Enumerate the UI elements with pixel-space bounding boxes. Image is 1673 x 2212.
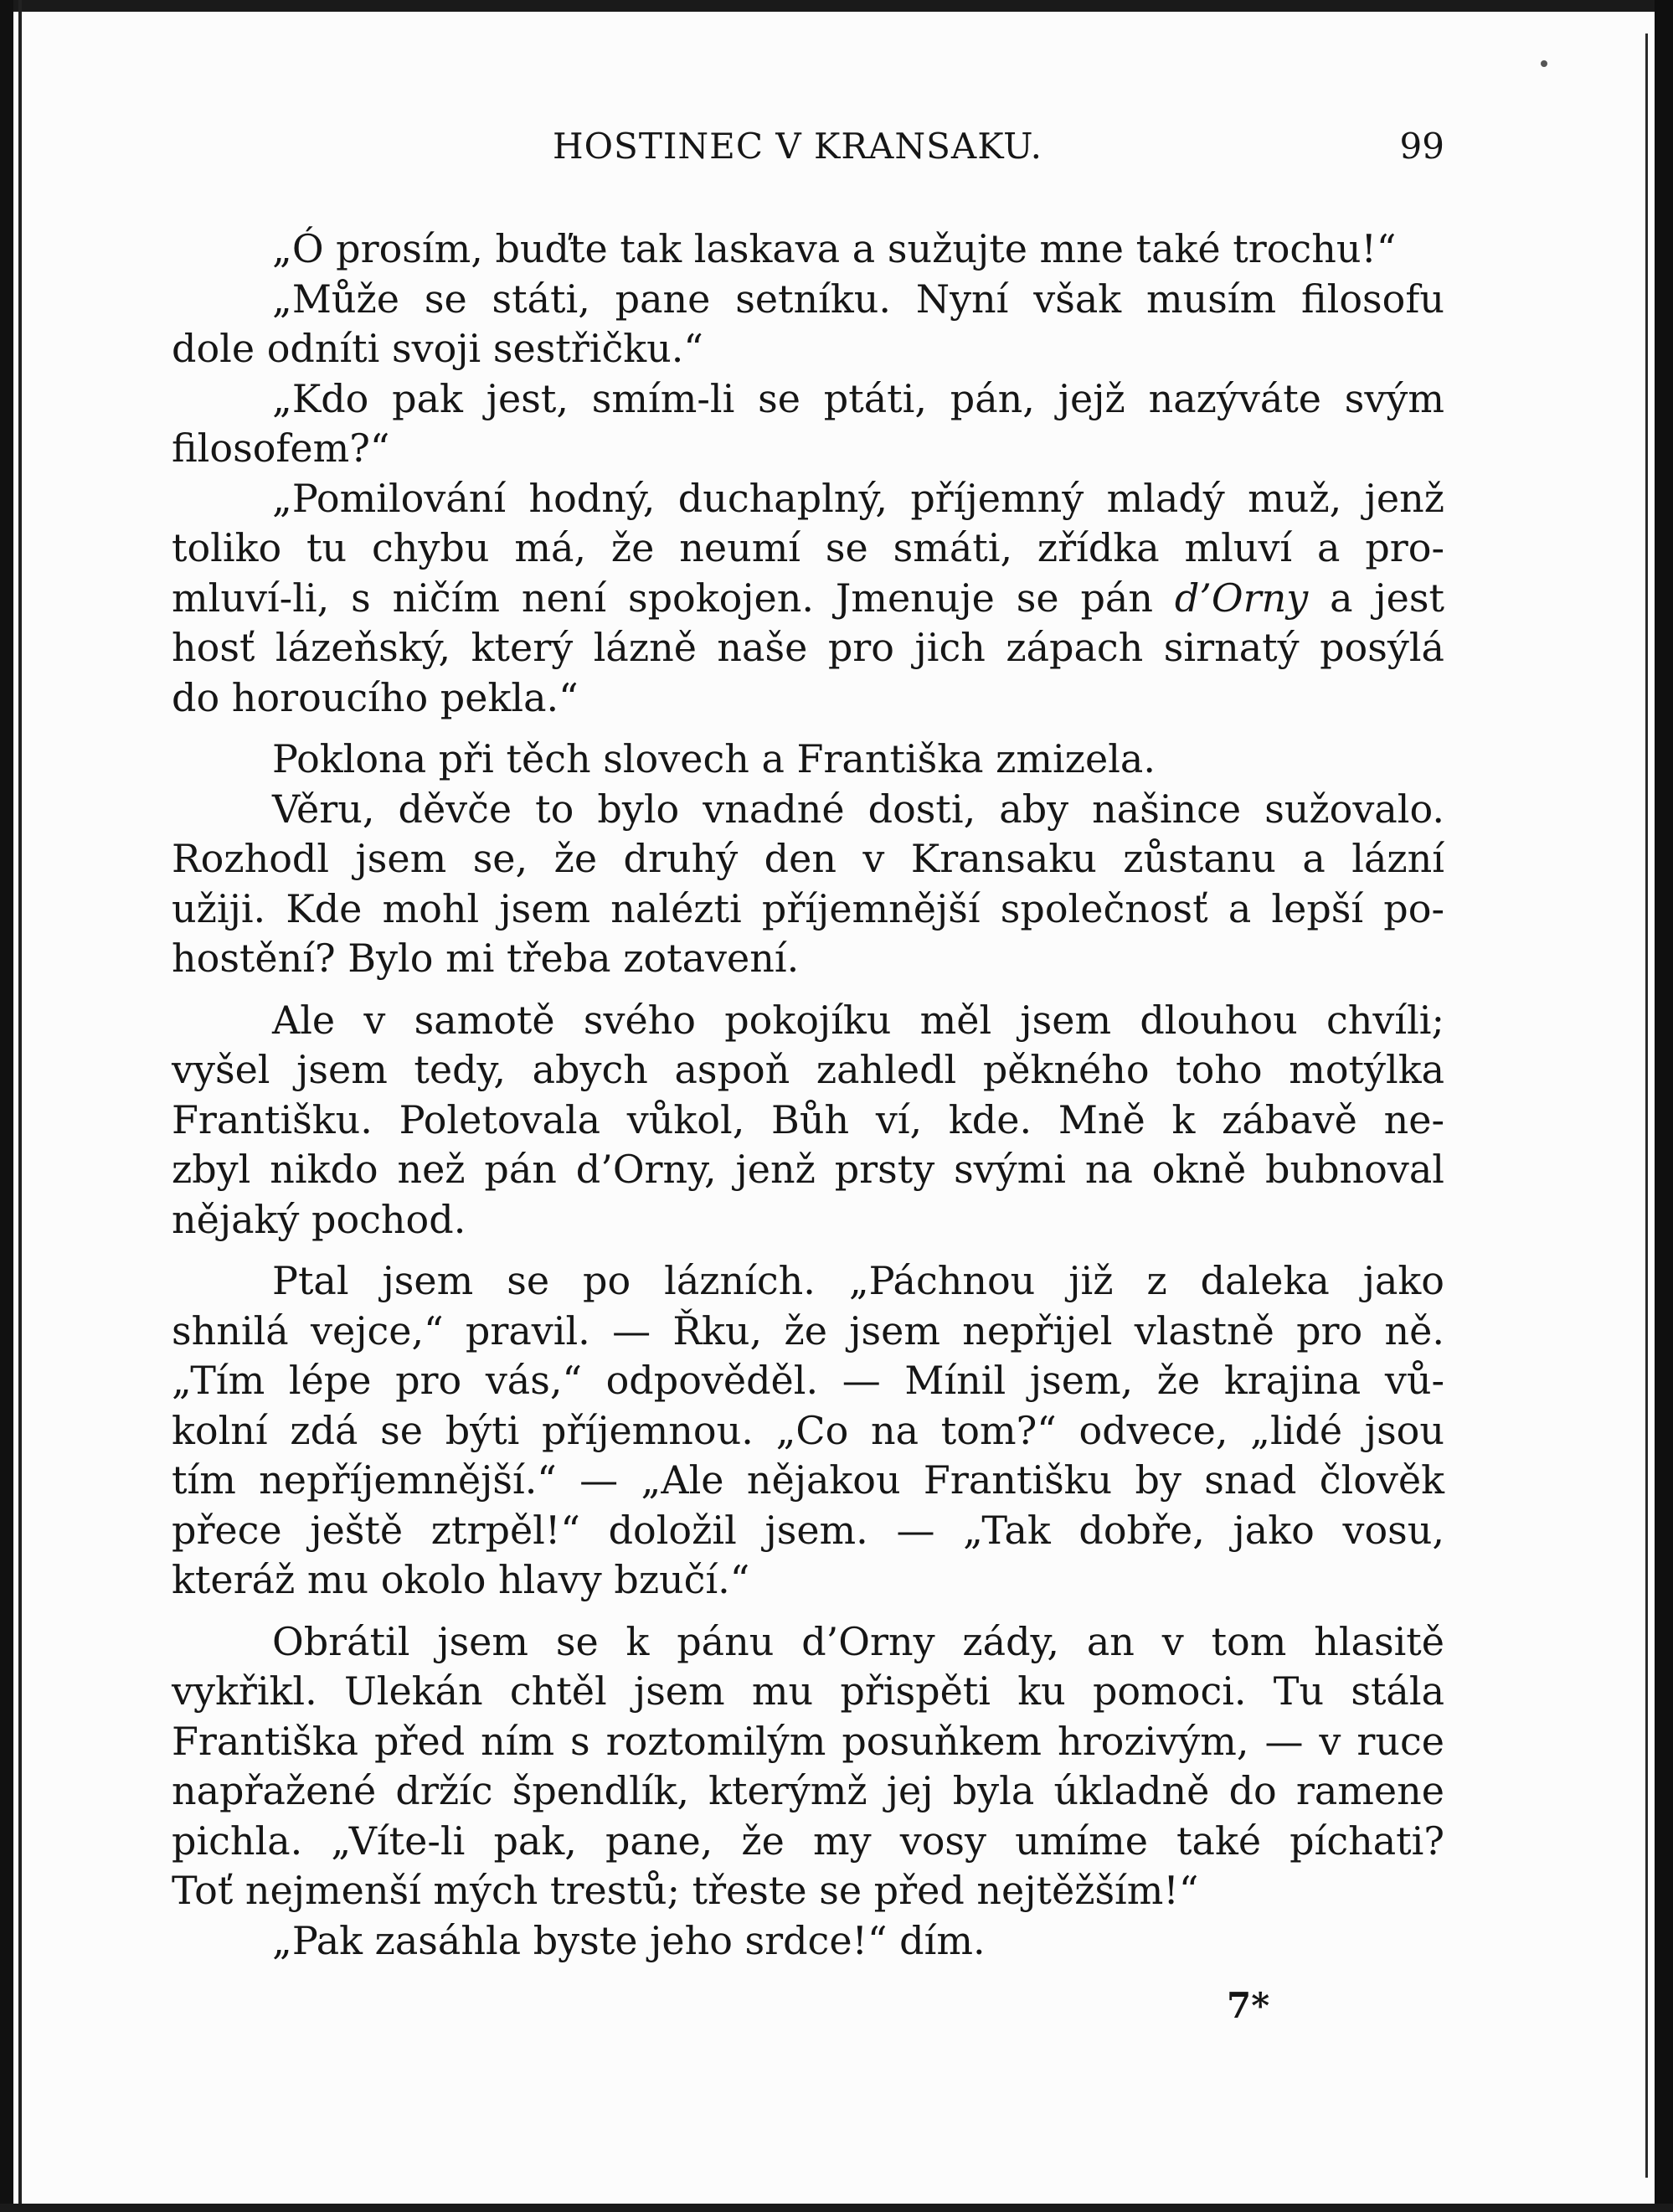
text-segment: mluví-li, s ničím není spokojen. Jmenuje se pán (172, 575, 1153, 621)
text-line: Františku. Poletovala vůkol, Bůh ví, kde. Mně k zábavě ne- (172, 1096, 1444, 1142)
text-line: užiji. Kde mohl jsem nalézti příjemnější společnosť a lepší po- (172, 885, 1444, 931)
text-line: shnilá vejce,“ pravil. — Řku, že jsem nepřijel vlastně pro ně. (172, 1307, 1444, 1353)
text-line: Poklona při těch slovech a Františka zmizela. (272, 736, 1156, 781)
text-line: napřažené držíc špendlík, kterýmž jej byla úkladně do ramene (172, 1768, 1444, 1813)
text-line: hosť lázeňský, který lázně naše pro jich zápach sirnatý posýlá (172, 625, 1444, 670)
scan-border-right (1655, 0, 1673, 2212)
text-line: dole odníti svoji sestřičku.“ (172, 326, 703, 371)
text-line: „Kdo pak jest, smím-li se ptáti, pán, jejž nazýváte svým (272, 375, 1444, 421)
paragraph (172, 735, 1444, 785)
scan-border-top (0, 0, 1673, 12)
text-line: Ale v samotě svého pokojíku měl jsem dlouhou chvíli; (272, 997, 1444, 1043)
scan-speck (1541, 60, 1547, 67)
paragraph (172, 1617, 1444, 1916)
paragraph (172, 785, 1444, 984)
running-title: HOSTINEC V KRANSAKU. (553, 126, 1042, 167)
text-line: pichla. „Víte-li pak, pane, že my vosy umíme také píchati? (172, 1818, 1444, 1864)
text-line: filosofem?“ (172, 425, 390, 471)
scan-border-bottom (0, 2204, 1673, 2212)
text-line: kolní zdá se býti příjemnou. „Co na tom?“ odvece, „lidé jsou (172, 1407, 1444, 1453)
text-line: do horoucího pekla.“ (172, 674, 579, 720)
text-line: tím nepříjemnější.“ — „Ale nějakou Františku by snad člověk (172, 1457, 1444, 1503)
text-line: Obrátil jsem se k pánu d’Orny zády, an v tom hlasitě (272, 1618, 1444, 1664)
text-line: Věru, děvče to bylo vnadné dosti, aby našince sužovalo. (272, 786, 1444, 832)
text-line: „Tím lépe pro vás,“ odpověděl. — Mínil jsem, že krajina vů- (172, 1358, 1444, 1403)
text-segment: a jest (1308, 575, 1444, 621)
scan-border-right-inner (1645, 34, 1648, 2178)
text-line: vykřikl. Ulekán chtěl jsem mu přispěti ku pomoci. Tu stála (172, 1668, 1444, 1714)
text-line: Toť nejmenší mých trestů; třeste se před nejtěžším!“ (172, 1868, 1199, 1913)
text-line: hostění? Bylo mi třeba zotavení. (172, 936, 800, 981)
page-header (172, 126, 1444, 176)
text-line: „Ó prosím, buďte tak laskava a sužujte mne také trochu!“ (272, 226, 1397, 271)
paragraph (172, 1256, 1444, 1606)
text-line: vyšel jsem tedy, abych aspoň zahledl pěkného toho motýlka (172, 1047, 1444, 1092)
text-line: kteráž mu okolo hlavy bzučí.“ (172, 1557, 750, 1602)
paragraph (172, 996, 1444, 1245)
paragraph (172, 224, 1444, 275)
page-number: 99 (1399, 126, 1444, 167)
text-line: „Pak zasáhla byste jeho srdce!“ dím. (272, 1917, 986, 1963)
text-line: „Může se státi, pane setníku. Nyní však musím filosofu (272, 276, 1444, 322)
text-line: nějaký pochod. (172, 1196, 466, 1242)
emphasized-name: d’Orny (1174, 575, 1309, 621)
paragraph (172, 275, 1444, 374)
text-line: Františka před ním s roztomilým posuňkem hrozivým, — v ruce (172, 1718, 1444, 1764)
text-line: přece ještě ztrpěl!“ doložil jsem. — „Tak dobře, jako vosu, (172, 1507, 1444, 1553)
text-line: Ptal jsem se po lázních. „Páchnou již z daleka jako (272, 1258, 1444, 1303)
text-line: „Pomilování hodný, duchaplný, příjemný mladý muž, jenž (272, 475, 1444, 521)
scan-border-left (0, 0, 13, 2212)
text-line: toliko tu chybu má, že neumí se smáti, zřídka mluví a pro- (172, 525, 1444, 570)
paragraph (172, 1916, 1444, 1967)
text-line-with-name (71, 574, 1444, 624)
text-line: Rozhodl jsem se, že druhý den v Kransaku zůstanu a lázní (172, 836, 1444, 881)
paragraph (172, 474, 1444, 724)
paragraph (172, 374, 1444, 474)
signature-mark: 7* (1227, 1985, 1270, 2026)
text-line: zbyl nikdo než pán d’Orny, jenž prsty svými na okně bubnoval (172, 1147, 1444, 1192)
scan-border-left-inner (18, 0, 22, 2212)
body-text (172, 224, 1444, 1966)
